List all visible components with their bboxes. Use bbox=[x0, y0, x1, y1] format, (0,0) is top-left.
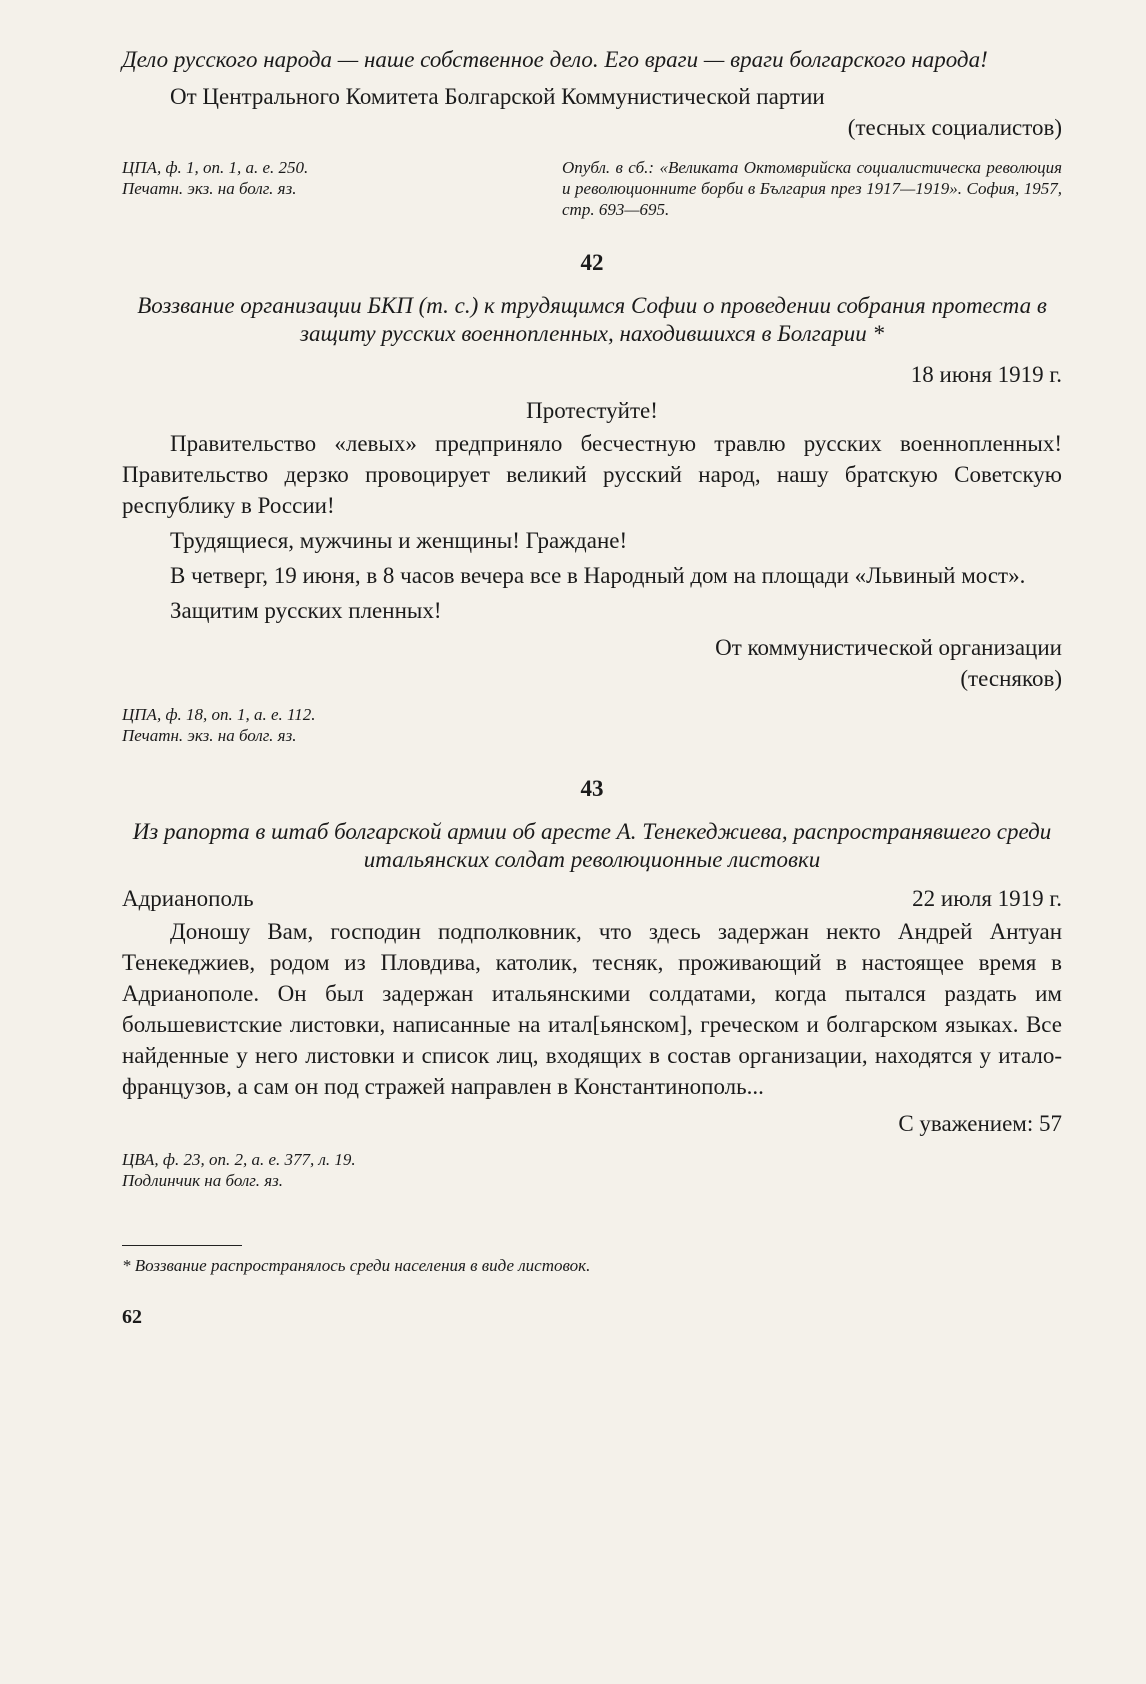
document-title: Воззвание организации БКП (т. с.) к трудящимся Софии о проведении собрания протеста в защиту русских военнопленных, находившихся в Болгарии * bbox=[137, 293, 1047, 346]
place: Адрианополь bbox=[122, 886, 254, 911]
archive-line: ЦВА, ф. 23, оп. 2, а. е. 377, л. 19. bbox=[122, 1150, 356, 1169]
archive-reference-1 bbox=[122, 157, 1062, 220]
signature-line: От коммунистической организации bbox=[715, 635, 1062, 660]
archive-left bbox=[122, 157, 542, 220]
paragraph: Правительство «левых» предприняло бесчестную травлю русских военнопленных! Правительство дерзко провоцирует великий русский народ, нашу братскую Советскую республику в России! bbox=[122, 431, 1062, 518]
archive-line: ЦПА, ф. 18, оп. 1, а. е. 112. bbox=[122, 705, 316, 724]
document-number: 43 bbox=[580, 776, 604, 801]
place-date-row bbox=[122, 886, 1062, 912]
document-date: 22 июля 1919 г. bbox=[912, 886, 1062, 911]
document-title: Из рапорта в штаб болгарской армии об аресте А. Тенекеджиева, распространявшего среди итальянских солдат революционные листовки bbox=[132, 819, 1052, 872]
paragraph: Трудящиеся, мужчины и женщины! Граждане! bbox=[170, 528, 628, 553]
archive-reference-3 bbox=[122, 1149, 1062, 1191]
document-number: 42 bbox=[580, 250, 604, 275]
report-body: Доношу Вам, господин подполковник, что здесь задержан некто Андрей Антуан Тенекеджиев, родом из Пловдива, католик, тесняк, проживающий в настоящее время в Адрианополе. Он был задержан итальянскими солдатами, когда пытался раздать им большевистские листовки, написанные на итал[ьянском], греческом и болгарском языках. Все найденные у него листовки и список лиц, входящих в состав организации, находятся у итало-французов, а сам он под стражей направлен в Константинополь... bbox=[122, 919, 1062, 1099]
paragraph: В четверг, 19 июня, в 8 часов вечера все в Народный дом на площади «Львиный мост». bbox=[170, 563, 1026, 588]
signature-line: От Центрального Комитета Болгарской Коммунистической партии bbox=[170, 84, 825, 109]
intro-slogan: Дело русского народа — наше собственное дело. Его враги — враги болгарского народа! bbox=[122, 47, 988, 72]
archive-line: Подлинчик на болг. яз. bbox=[122, 1171, 284, 1190]
archive-line: Печатн. экз. на болг. яз. bbox=[122, 726, 297, 745]
signature-line: (тесняков) bbox=[960, 666, 1062, 691]
signature-block-2 bbox=[122, 632, 1062, 694]
footnote: * Воззвание распространялось среди населения в виде листовок. bbox=[122, 1256, 591, 1275]
signature-block-1 bbox=[122, 81, 1062, 143]
publication-reference: Опубл. в сб.: «Великата Октомврийска социалистическа революция и революционните борби в България през 1917—1919». София, 1957, стр. 693—695. bbox=[562, 158, 1062, 219]
footnote-rule bbox=[122, 1245, 242, 1246]
archive-reference-2 bbox=[122, 704, 1062, 746]
paragraph: Защитим русских пленных! bbox=[170, 598, 442, 623]
page bbox=[122, 44, 1062, 1329]
document-date: 18 июня 1919 г. bbox=[910, 362, 1062, 387]
page-number: 62 bbox=[122, 1306, 142, 1328]
closing: С уважением: 57 bbox=[898, 1111, 1062, 1136]
archive-line: Печатн. экз. на болг. яз. bbox=[122, 179, 297, 198]
signature-line: (тесных социалистов) bbox=[847, 115, 1062, 140]
archive-line: ЦПА, ф. 1, оп. 1, а. е. 250. bbox=[122, 158, 309, 177]
heading: Протестуйте! bbox=[526, 398, 658, 423]
